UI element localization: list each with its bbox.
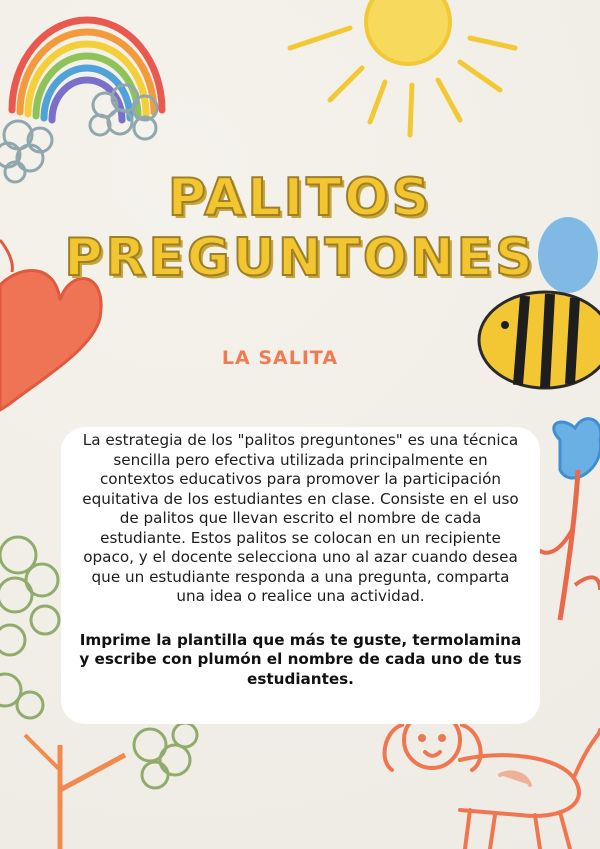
instruction-text: Imprime la plantilla que más te guste, termolamina y escribe con plumón el nombre de cada uno de tus estudiantes. [79, 630, 522, 688]
rainbow-doodle [12, 20, 162, 120]
sun-doodle [290, 0, 515, 135]
dog-doodle [385, 712, 600, 849]
info-card [61, 427, 540, 724]
title-line-1: PALITOS [167, 168, 433, 228]
title-line-2: PREGUNTONES [64, 228, 536, 288]
description-text: La estrategia de los "palitos preguntones" es una técnica sencilla pero efectiva utilizada principalmente en contextos educativos para promover la participación equitativa de los estudiantes en clase. Consiste en el uso de palitos que llevan escrito el nombre de cada estudiante. Estos palitos se colocan en un recipiente opaco, y el docente selecciona uno al azar cuando desea que un estudiante responda a una pregunta, comparta una idea o realice una actividad. [82, 431, 519, 605]
flower-doodle [535, 419, 600, 620]
subtitle: LA SALITA [221, 347, 339, 369]
